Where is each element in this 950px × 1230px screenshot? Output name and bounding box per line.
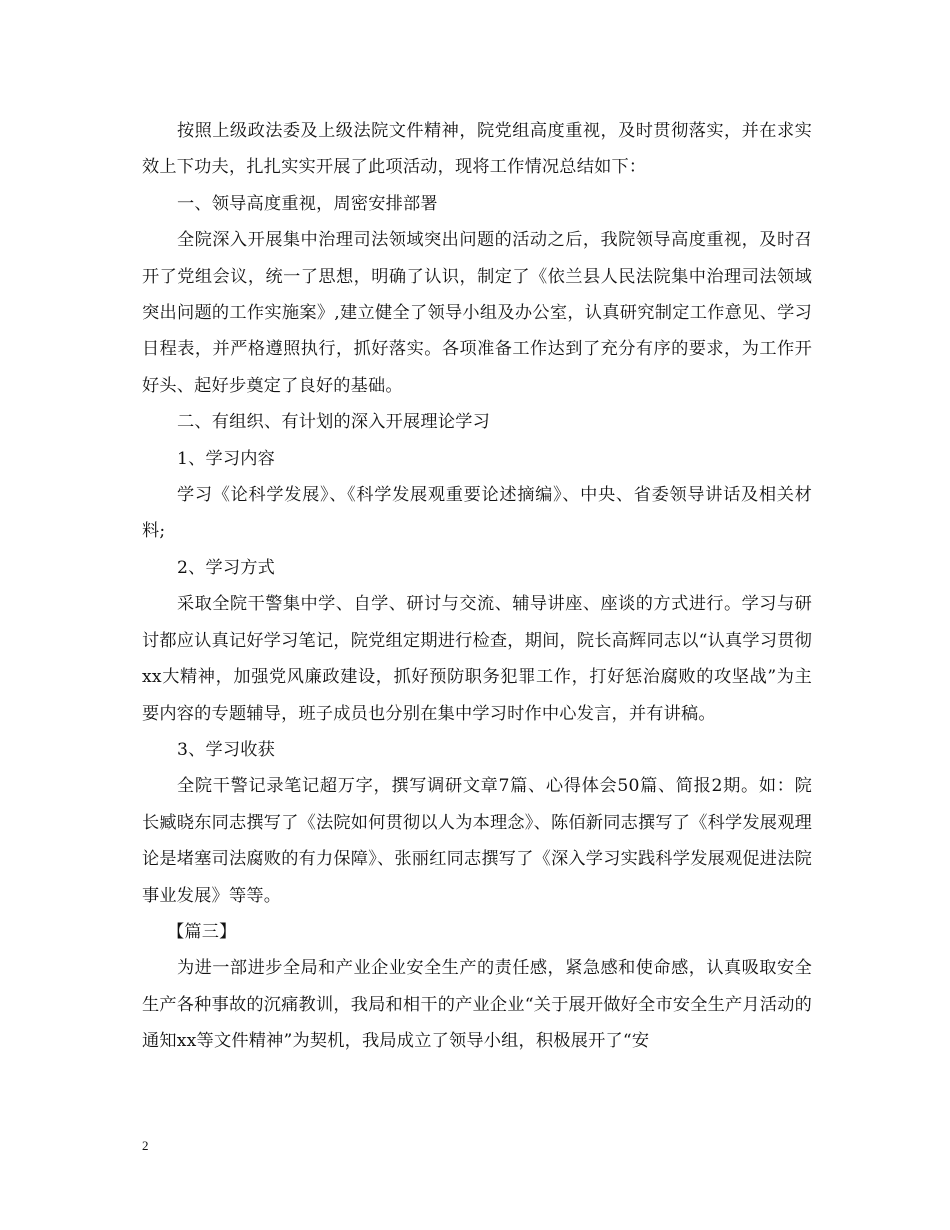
document-body [142,113,812,1060]
page-number: 2 [142,1138,149,1153]
section-heading-1: 一、领导高度重视，周密安排部署 [177,193,438,214]
subheading-study-results: 3、学习收获 [177,739,276,760]
subheading-study-method: 2、学习方式 [177,557,276,578]
article-three-paragraph: 为进一部进步全局和产业企业安全生产的责任感，紧急感和使命感，认真吸取安全生产各种事故的沉痛教训，我局和相干的产业企业“关于展开做好全市安全生产月活动的通知xx等文件精神”为契机，我局成立了领导小组，积极展开了“安 [142,958,812,1052]
study-content-paragraph: 学习《论科学发展》、《科学发展观重要论述摘编》、中央、省委领导讲话及相关材料; [142,485,812,542]
article-three-marker: 【篇三】 [167,921,237,942]
intro-paragraph: 按照上级政法委及上级法院文件精神，院党组高度重视，及时贯彻落实，并在求实效上下功夫，扎扎实实开展了此项活动，现将工作情况总结如下： [142,121,812,178]
study-method-paragraph: 采取全院干警集中学、自学、研讨与交流、辅导讲座、座谈的方式进行。学习与研讨都应认真记好学习笔记，院党组定期进行检查，期间，院长高辉同志以“认真学习贯彻xx大精神，加强党风廉政建设，抓好预防职务犯罪工作，打好惩治腐败的攻坚战”为主要内容的专题辅导，班子成员也分别在集中学习时作中心发言，并有讲稿。 [142,594,812,724]
subheading-study-content: 1、学习内容 [177,448,276,469]
study-results-paragraph: 全院干警记录笔记超万字，撰写调研文章7篇、心得体会50篇、简报2期。如：院长臧晓东同志撰写了《法院如何贯彻以人为本理念》、陈佰新同志撰写了《科学发展观理论是堵塞司法腐败的有力保障》、张丽红同志撰写了《深入学习实践科学发展观促进法院事业发展》等等。 [142,776,812,906]
section-1-paragraph: 全院深入开展集中治理司法领域突出问题的活动之后，我院领导高度重视，及时召开了党组会议，统一了思想，明确了认识，制定了《依兰县人民法院集中治理司法领域突出问题的工作实施案》,建立健全了领导小组及办公室，认真研究制定工作意见、学习日程表，并严格遵照执行，抓好落实。各项准备工作达到了充分有序的要求，为工作开好头、起好步奠定了良好的基础。 [142,230,812,396]
section-heading-2: 二、有组织、有计划的深入开展理论学习 [177,412,490,433]
